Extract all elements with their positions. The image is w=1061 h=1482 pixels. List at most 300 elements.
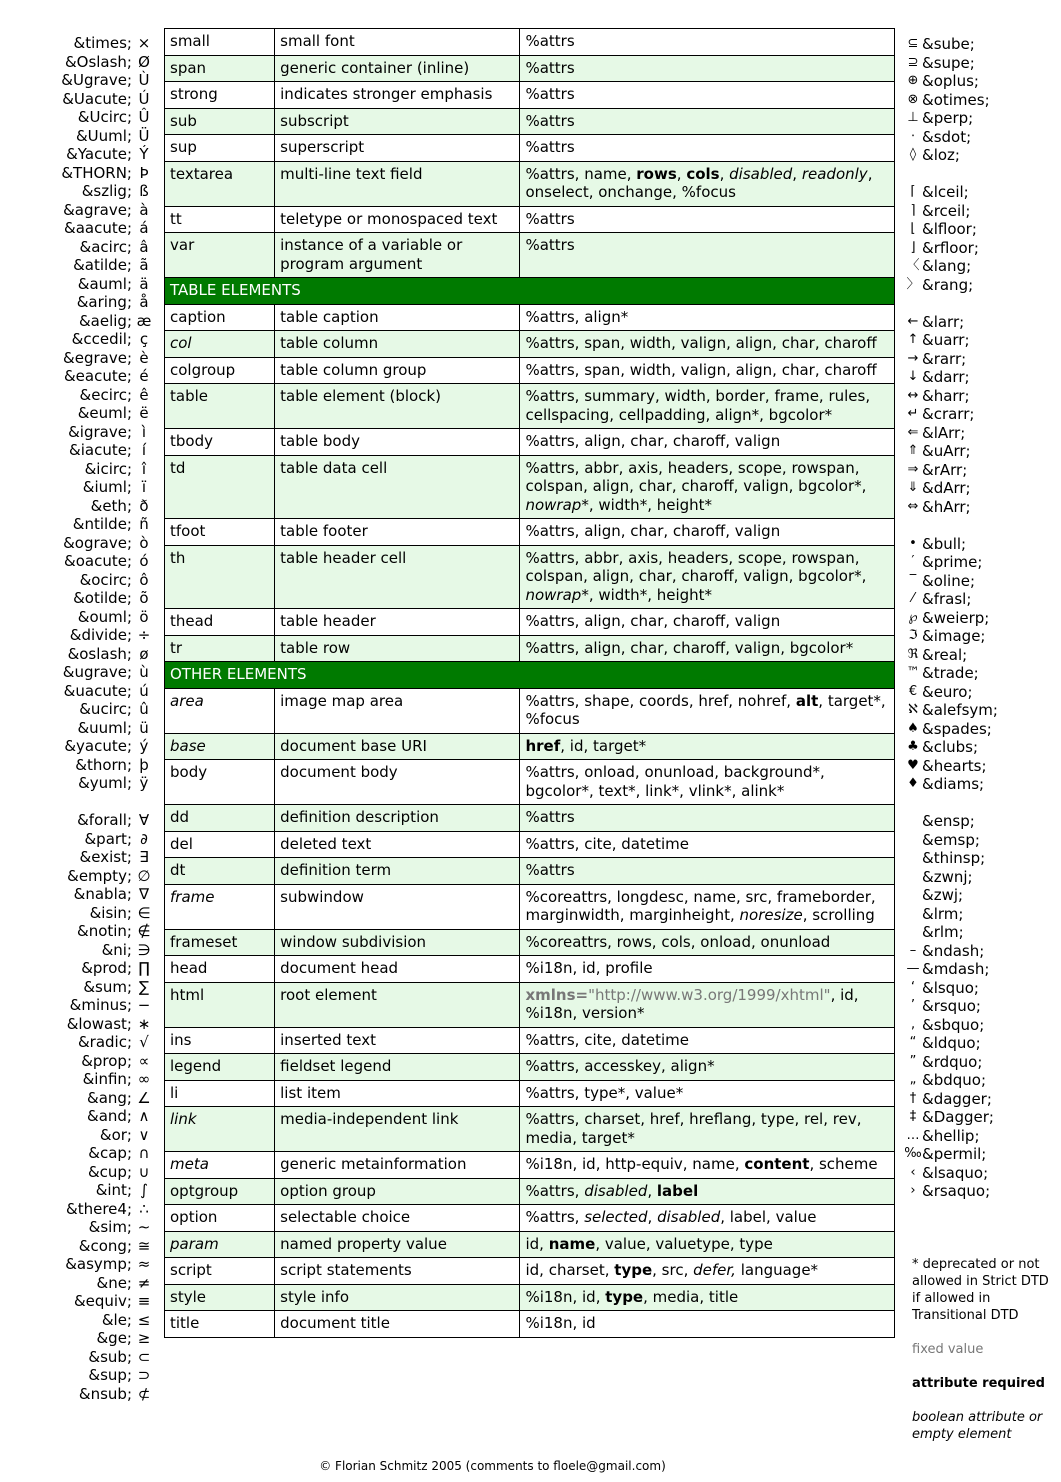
table-row	[165, 609, 895, 636]
entity-name: &lfloor;	[922, 220, 977, 238]
entity-row	[904, 997, 1061, 1016]
entity-row	[0, 34, 156, 53]
entity-glyph: Ù	[138, 71, 150, 89]
element-name-cell	[165, 455, 275, 519]
element-name-cell	[165, 29, 275, 56]
element-name-cell	[165, 55, 275, 82]
entity-name: &ntilde;	[72, 515, 132, 533]
entity-name: &oacute;	[64, 552, 132, 570]
element-name: small	[170, 32, 210, 50]
entity-glyph: ∝	[138, 1051, 150, 1070]
attribute-text: %attrs, align, char, charoff, valign	[525, 612, 781, 630]
entity-row	[0, 293, 156, 312]
attribute-text: language*	[735, 1261, 819, 1279]
entity-name: &uarr;	[922, 331, 970, 349]
entity-name: &Yacute;	[66, 145, 132, 163]
attribute-text: alt	[795, 691, 819, 710]
element-description: named property value	[275, 1231, 520, 1258]
entity-row	[904, 331, 1061, 350]
entity-glyph: ‡	[909, 1109, 917, 1124]
entity-row	[0, 1163, 156, 1182]
element-name-cell	[165, 161, 275, 206]
entity-row	[904, 405, 1061, 424]
entity-row	[904, 1071, 1061, 1090]
entity-row	[904, 831, 1061, 850]
entity-row	[0, 145, 156, 164]
entity-glyph: †	[909, 1090, 917, 1106]
element-attributes	[520, 1284, 895, 1311]
entity-name: &frasl;	[922, 590, 972, 608]
table-row	[165, 206, 895, 233]
element-name: tt	[170, 209, 182, 228]
element-attributes	[520, 1205, 895, 1232]
element-attributes	[520, 1231, 895, 1258]
entity-name: &lang;	[922, 257, 972, 275]
entity-name: &icirc;	[84, 459, 132, 478]
element-name-cell	[165, 884, 275, 929]
entity-row	[0, 238, 156, 257]
entity-row	[0, 534, 156, 553]
element-name: legend	[170, 1057, 222, 1075]
element-description: window subdivision	[275, 929, 520, 956]
entity-row	[0, 108, 156, 127]
entity-glyph: ∩	[138, 1144, 150, 1162]
element-name-cell	[165, 1178, 275, 1205]
element-description: document head	[275, 956, 520, 983]
entity-glyph: √	[139, 1033, 149, 1051]
table-row	[165, 929, 895, 956]
entity-glyph: ♠	[907, 720, 919, 736]
entity-name: &mdash;	[922, 960, 990, 978]
element-attributes	[520, 331, 895, 358]
element-attributes	[520, 1152, 895, 1179]
element-description: subscript	[275, 108, 520, 135]
table-row	[165, 1284, 895, 1311]
entity-name: &radic;	[77, 1033, 132, 1051]
element-name: colgroup	[170, 360, 236, 379]
table-row	[165, 858, 895, 885]
entity-name: &lrm;	[922, 904, 964, 923]
entity-glyph: „	[909, 1072, 917, 1087]
entity-row	[904, 1034, 1061, 1053]
entity-glyph: ⌊	[910, 221, 916, 236]
entity-name: &Dagger;	[922, 1108, 994, 1126]
entity-row	[0, 959, 156, 978]
entity-row	[0, 663, 156, 682]
entity-name: &zwj;	[922, 886, 964, 904]
entity-glyph: Ü	[138, 126, 150, 145]
entity-row	[0, 1329, 156, 1348]
entity-name: &auml;	[77, 274, 132, 293]
attribute-text: defer,	[693, 1261, 736, 1279]
element-name: td	[170, 458, 186, 477]
entity-name: &cap;	[88, 1144, 132, 1162]
entity-glyph: ê	[139, 385, 149, 404]
attribute-text: *, width*, height*	[581, 585, 713, 604]
entity-glyph: ≅	[137, 1236, 151, 1255]
element-attributes	[520, 1311, 895, 1338]
entity-row	[0, 589, 156, 608]
table-row	[165, 1080, 895, 1107]
entity-row	[0, 1366, 156, 1385]
entity-glyph: û	[139, 700, 149, 718]
element-description: document base URI	[275, 733, 520, 760]
entity-name: &uArr;	[922, 442, 971, 460]
entity-name: &zwnj;	[922, 867, 973, 886]
attribute-text: , id, %i18n, version*	[525, 985, 859, 1022]
element-attributes	[520, 609, 895, 636]
entity-name: &iuml;	[82, 478, 132, 496]
entity-glyph: 〉	[906, 276, 920, 292]
entity-glyph: ⇑	[907, 443, 919, 458]
entity-row	[904, 91, 1061, 110]
entity-row	[904, 1108, 1061, 1127]
entity-name: &aacute;	[64, 219, 132, 237]
entity-name: &ccedil;	[71, 330, 132, 348]
element-description: image map area	[275, 688, 520, 733]
entity-glyph: ç	[139, 330, 149, 348]
element-attributes	[520, 760, 895, 805]
entity-row	[0, 682, 156, 701]
entity-name: &harr;	[922, 386, 970, 405]
attribute-text: nowrap	[525, 495, 582, 514]
entity-name: &agrave;	[63, 200, 132, 219]
entity-glyph: ⊄	[137, 1384, 151, 1403]
entity-name: &ldquo;	[922, 1034, 981, 1052]
element-attributes	[520, 429, 895, 456]
attribute-text: %attrs	[525, 808, 575, 826]
element-name: style	[170, 1287, 206, 1306]
entity-name: &notin;	[77, 922, 132, 940]
element-name: dt	[170, 861, 186, 879]
entity-name: &eacute;	[63, 367, 132, 385]
entity-row	[0, 1181, 156, 1200]
right-entity-column	[904, 35, 1061, 1201]
element-name: frameset	[170, 932, 238, 951]
entity-name: &atilde;	[73, 256, 132, 274]
entity-row	[0, 719, 156, 738]
attribute-text: %attrs	[525, 138, 575, 156]
entity-group-gap	[904, 516, 1061, 535]
entity-name: &prop;	[81, 1051, 132, 1070]
entity-glyph: ⊥	[907, 110, 919, 125]
entity-row	[0, 830, 156, 849]
entity-name: &thorn;	[75, 755, 132, 774]
attribute-text: , media, title	[643, 1287, 739, 1306]
entity-glyph: ∑	[138, 977, 150, 996]
entity-glyph: æ	[136, 311, 152, 330]
entity-row	[904, 720, 1061, 739]
entity-row	[904, 109, 1061, 128]
table-row	[165, 1107, 895, 1152]
entity-row	[904, 54, 1061, 73]
attribute-text: %attrs, align, char, charoff, valign, bgcolor*	[525, 638, 854, 657]
entity-row	[904, 664, 1061, 683]
entity-row	[0, 1015, 156, 1034]
attribute-text: , id, target*	[560, 736, 647, 755]
left-entity-column	[0, 34, 156, 1403]
entity-row	[904, 609, 1061, 628]
attribute-text: %attrs, summary, width, border, frame, rules, cellspacing, cellpadding, align*, bgcolor*	[525, 387, 871, 424]
entity-glyph: ↔	[907, 387, 919, 403]
element-attributes	[520, 304, 895, 331]
element-attributes	[520, 858, 895, 885]
attribute-text: xmlns=	[525, 985, 589, 1004]
attribute-text: type	[614, 1261, 653, 1279]
entity-row	[0, 1089, 156, 1108]
entity-row	[0, 700, 156, 719]
element-name: area	[170, 691, 204, 710]
entity-row	[904, 387, 1061, 406]
entity-glyph: Þ	[139, 163, 149, 182]
attribute-text: %attrs,	[525, 1181, 585, 1200]
element-attributes	[520, 108, 895, 135]
entity-glyph: ∗	[137, 1014, 151, 1033]
entity-row	[904, 701, 1061, 720]
element-name-cell	[165, 108, 275, 135]
entity-glyph: ∃	[139, 848, 149, 866]
entity-name: &ograve;	[63, 533, 132, 552]
element-description: small font	[275, 29, 520, 56]
attribute-text: %i18n, id,	[525, 1287, 606, 1306]
entity-glyph: ⋅	[910, 128, 916, 144]
entity-glyph: ó	[139, 552, 149, 570]
entity-name: &int;	[95, 1181, 132, 1199]
entity-name: &sup;	[88, 1366, 132, 1384]
element-name: body	[170, 763, 208, 781]
element-attributes	[520, 206, 895, 233]
section-header: OTHER ELEMENTS	[165, 662, 895, 689]
entity-glyph: ⇓	[907, 480, 919, 495]
attribute-text: id, charset,	[525, 1261, 615, 1279]
entity-row	[0, 552, 156, 571]
entity-glyph: ℘	[908, 609, 918, 625]
entity-name: &Ucirc;	[77, 108, 132, 126]
entity-name: &permil;	[922, 1145, 987, 1163]
element-attributes	[520, 831, 895, 858]
entity-name: &infin;	[82, 1070, 132, 1088]
element-name-cell	[165, 1284, 275, 1311]
table-row	[165, 1054, 895, 1081]
element-description: table header	[275, 609, 520, 636]
attribute-text: noresize	[739, 906, 803, 924]
entity-name: &sbquo;	[922, 1015, 985, 1034]
entity-name: &rang;	[922, 275, 974, 294]
entity-row	[904, 1090, 1061, 1109]
entity-row	[0, 978, 156, 997]
section-header: TABLE ELEMENTS	[165, 278, 895, 305]
entity-glyph: ⊆	[907, 36, 919, 51]
entity-name: &acirc;	[79, 237, 132, 256]
element-name: sub	[170, 111, 197, 130]
entity-glyph: ∋	[137, 940, 151, 959]
entity-name: &part;	[84, 829, 132, 848]
entity-name: &cong;	[78, 1236, 132, 1255]
section-header-row	[165, 662, 895, 689]
entity-row	[0, 423, 156, 442]
entity-glyph: ∉	[137, 922, 151, 940]
entity-row	[904, 128, 1061, 147]
entity-glyph: í	[141, 441, 147, 459]
element-attributes	[520, 1054, 895, 1081]
entity-row	[0, 1107, 156, 1126]
entity-glyph: ü	[139, 718, 149, 737]
element-name-cell	[165, 1027, 275, 1054]
attribute-text: content	[744, 1155, 810, 1173]
entity-glyph: ò	[139, 533, 149, 552]
entity-row	[904, 535, 1061, 554]
entity-name: &oline;	[922, 571, 975, 590]
attribute-text: , src,	[652, 1261, 694, 1279]
entity-row	[0, 774, 156, 793]
entity-name: &aring;	[76, 293, 132, 311]
entity-name: &weierp;	[922, 608, 990, 627]
entity-row	[0, 71, 156, 90]
table-row	[165, 982, 895, 1027]
element-description: instance of a variable or program argument	[275, 233, 520, 278]
entity-glyph: ñ	[139, 515, 149, 533]
element-name: script	[170, 1261, 212, 1279]
element-description: table data cell	[275, 455, 520, 519]
table-row	[165, 884, 895, 929]
entity-row	[904, 886, 1061, 905]
attribute-text: %attrs, abbr, axis, headers, scope, rowspan, colspan, align, char, charoff, valign, bgcolor*,	[525, 458, 867, 495]
entity-glyph: ‘	[910, 979, 916, 995]
entity-glyph: ⌉	[910, 202, 916, 218]
element-name-cell	[165, 831, 275, 858]
table-row	[165, 29, 895, 56]
element-name-cell	[165, 331, 275, 358]
entity-name: &there4;	[66, 1199, 132, 1218]
entity-name: &rArr;	[922, 460, 968, 479]
entity-row	[0, 349, 156, 368]
entity-row	[0, 608, 156, 627]
element-name-cell	[165, 519, 275, 546]
element-name-cell	[165, 1258, 275, 1285]
entity-glyph: ♣	[907, 739, 919, 754]
element-name: table	[170, 387, 208, 405]
entity-name: &image;	[922, 627, 986, 645]
element-name-cell	[165, 1080, 275, 1107]
element-name: sup	[170, 138, 197, 156]
entity-name: &ugrave;	[62, 663, 132, 681]
entity-name: &dagger;	[922, 1089, 992, 1108]
table-row	[165, 331, 895, 358]
entity-name: &exist;	[79, 848, 132, 866]
attribute-text: %attrs, type*, value*	[525, 1083, 684, 1102]
entity-name: &yuml;	[78, 774, 132, 792]
entity-glyph: ì	[141, 422, 147, 441]
element-name: th	[170, 548, 186, 567]
entity-row	[904, 757, 1061, 776]
entity-glyph: “	[909, 1035, 917, 1050]
entity-name: &igrave;	[68, 422, 132, 441]
element-name-cell	[165, 135, 275, 162]
attribute-text: %attrs, charset, href, hreflang, type, rel, rev, media, target*	[525, 1110, 862, 1147]
entity-glyph: ”	[909, 1053, 917, 1069]
entity-row	[0, 127, 156, 146]
entity-name: &rsaquo;	[922, 1182, 991, 1200]
entity-row	[0, 922, 156, 941]
entity-name: &loz;	[922, 146, 960, 164]
entity-glyph: ↵	[907, 406, 919, 421]
entity-name: &aelig;	[78, 311, 132, 330]
entity-group-gap	[0, 793, 156, 812]
entity-name: &bull;	[922, 534, 967, 553]
entity-row	[0, 1200, 156, 1219]
attribute-text: %attrs, align, char, charoff, valign	[525, 522, 781, 540]
entity-glyph: ≥	[137, 1329, 151, 1347]
entity-name: &eth;	[90, 496, 132, 515]
entity-glyph: ∪	[138, 1162, 150, 1181]
element-attributes	[520, 956, 895, 983]
section-header-row	[165, 278, 895, 305]
table-row	[165, 233, 895, 278]
element-name: frame	[170, 887, 215, 906]
entity-glyph: ∈	[137, 903, 151, 922]
element-description: table footer	[275, 519, 520, 546]
entity-row	[0, 904, 156, 923]
element-description: inserted text	[275, 1027, 520, 1054]
attribute-text: ,	[647, 1208, 658, 1226]
element-name-cell	[165, 858, 275, 885]
entity-glyph: ’	[910, 998, 916, 1013]
entity-glyph: ë	[139, 404, 149, 422]
element-name: textarea	[170, 164, 234, 183]
element-name-cell	[165, 545, 275, 609]
element-name: li	[170, 1083, 179, 1102]
entity-row	[904, 627, 1061, 646]
entity-row	[0, 201, 156, 220]
entity-row	[904, 553, 1061, 572]
entity-row	[0, 848, 156, 867]
entity-glyph: ∼	[137, 1218, 151, 1236]
entity-name: &hearts;	[922, 756, 987, 775]
element-description: selectable choice	[275, 1205, 520, 1232]
element-attributes	[520, 929, 895, 956]
entity-row	[0, 1255, 156, 1274]
entity-row	[0, 867, 156, 886]
entity-glyph: ∧	[138, 1107, 150, 1125]
entity-row	[904, 313, 1061, 332]
element-name: thead	[170, 612, 214, 630]
entity-row	[904, 590, 1061, 609]
entity-name: &ecirc;	[79, 385, 132, 404]
attribute-text: , scrolling	[802, 906, 875, 924]
element-name-cell	[165, 635, 275, 662]
entity-name: &darr;	[922, 368, 970, 386]
entity-name: &equiv;	[73, 1292, 132, 1310]
entity-glyph: •	[909, 535, 917, 551]
entity-row	[904, 202, 1061, 221]
element-name-cell	[165, 1107, 275, 1152]
entity-name: &rdquo;	[922, 1052, 983, 1071]
entity-glyph: â	[139, 237, 149, 256]
element-description: media-independent link	[275, 1107, 520, 1152]
entity-glyph: ø	[139, 644, 149, 663]
element-description: table header cell	[275, 545, 520, 609]
entity-row	[0, 941, 156, 960]
entity-name: &uuml;	[77, 718, 132, 737]
element-description: script statements	[275, 1258, 520, 1285]
element-name-cell	[165, 805, 275, 832]
entity-glyph: ⊗	[907, 91, 919, 107]
attribute-text: %i18n, id	[525, 1314, 596, 1332]
entity-glyph: ∞	[137, 1070, 151, 1088]
entity-name: &rfloor;	[922, 238, 979, 257]
element-description: deleted text	[275, 831, 520, 858]
entity-glyph: é	[139, 367, 149, 385]
